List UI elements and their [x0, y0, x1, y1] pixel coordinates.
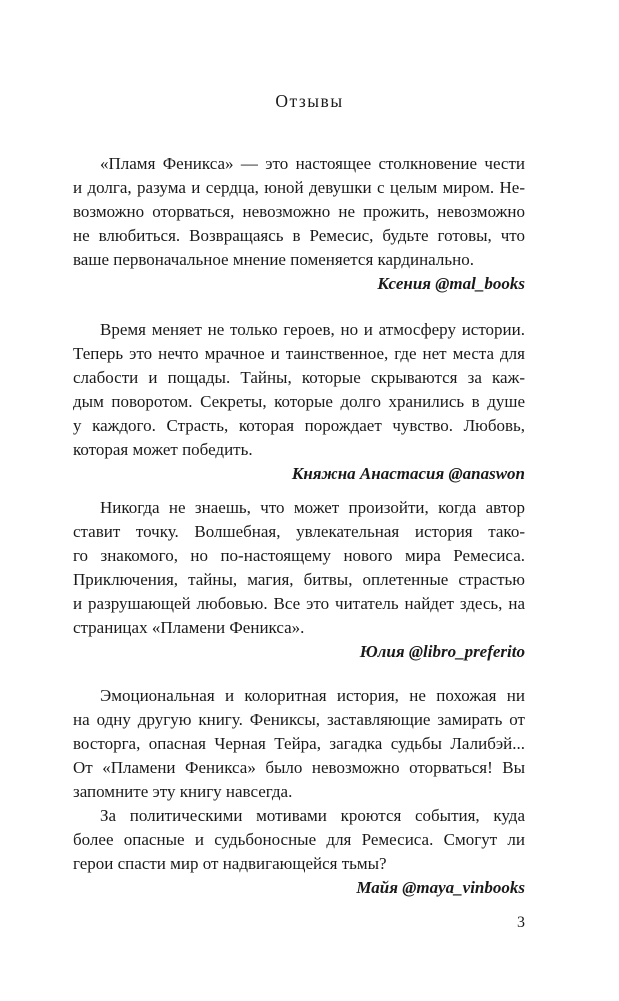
review-line: и долга, разума и сердца, юной девушки с целым миром. Не-	[73, 178, 525, 197]
review-line: Эмоциональная и колоритная история, не похожая ни	[100, 686, 525, 705]
review-line: запомните эту книгу навсегда.	[73, 782, 293, 801]
review-line: на одну другую книгу. Фениксы, заставляющие замирать от	[73, 710, 525, 729]
review-line: у каждого. Страсть, которая порождает чувство. Любовь,	[73, 416, 525, 435]
review-line: Время меняет не только героев, но и атмосферу истории.	[100, 320, 525, 339]
review-line: ваше первоначальное мнение поменяется кардинально.	[73, 250, 474, 269]
review-line: За политическими мотивами кроются события, куда	[100, 806, 525, 825]
review-line: ставит точку. Волшебная, увлекательная история тако-	[73, 522, 525, 541]
review-line: От «Пламени Феникса» было невозможно оторваться! Вы	[73, 758, 525, 777]
review-line: герои спасти мир от надвигающейся тьмы?	[73, 854, 387, 873]
review-line: го знакомого, но по-настоящему нового мира Ремесиса.	[73, 546, 525, 565]
review-line: более опасные и судьбоносные для Ремесиса. Смогут ли	[73, 830, 525, 849]
review-1	[73, 152, 525, 296]
review-line: «Пламя Феникса» — это настоящее столкновение чести	[100, 154, 525, 173]
page-number: 3	[517, 914, 525, 931]
review-line: Приключения, тайны, магия, битвы, оплетенные страстью	[73, 570, 525, 589]
review-author: Ксения @mal_books	[377, 274, 525, 293]
review-4	[73, 684, 525, 900]
review-author: Юлия @libro_preferito	[359, 642, 525, 661]
review-3	[73, 496, 525, 664]
review-line: Теперь это нечто мрачное и таинственное, где нет места для	[73, 344, 525, 363]
review-2	[73, 318, 525, 486]
page-title: Отзывы	[275, 91, 344, 111]
review-line: и разрушающей любовью. Все это читатель найдет здесь, на	[73, 594, 525, 613]
review-author: Майя @maya_vinbooks	[356, 878, 525, 897]
review-author: Княжна Анастасия @anaswon	[291, 464, 525, 483]
review-line: возможно оторваться, невозможно не прожить, невозможно	[73, 202, 525, 221]
review-line: слабости и пощады. Тайны, которые скрываются за каж-	[73, 368, 525, 387]
review-line: которая может победить.	[73, 440, 253, 459]
review-line: страницах «Пламени Феникса».	[73, 618, 305, 637]
review-line: не влюбиться. Возвращаясь в Ремесис, будьте готовы, что	[73, 226, 525, 245]
review-line: Никогда не знаешь, что может произойти, когда автор	[100, 498, 525, 517]
review-line: восторга, опасная Черная Тейра, загадка судьбы Лалибэй...	[73, 734, 525, 753]
review-line: дым поворотом. Секреты, которые долго хранились в душе	[73, 392, 525, 411]
